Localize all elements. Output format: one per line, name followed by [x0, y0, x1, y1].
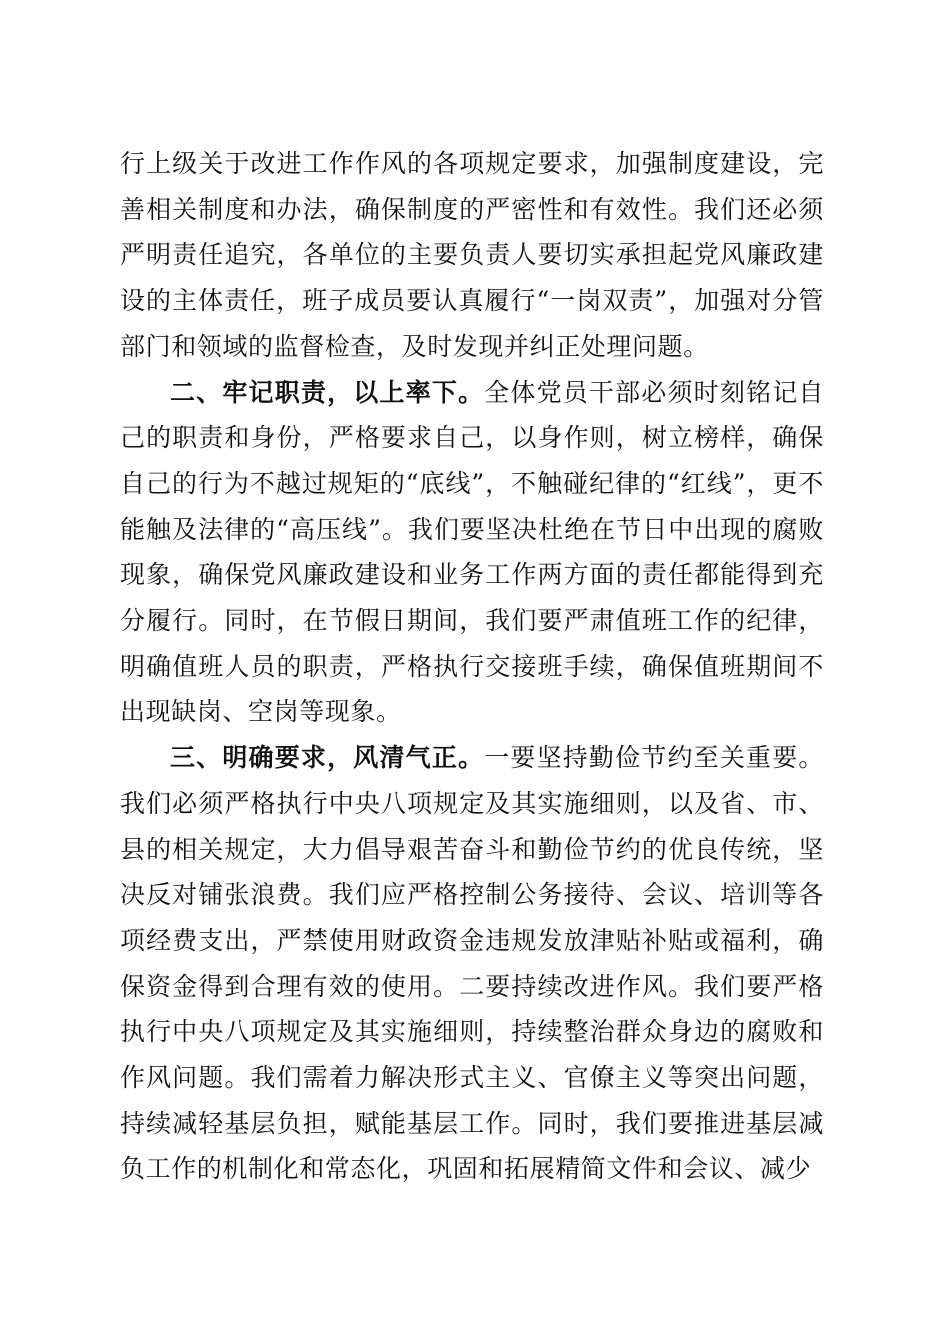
paragraph-text: 行上级关于改进工作作风的各项规定要求，加强制度建设，完善相关制度和办法，确保制度的严密性和有效性。我们还必须严明责任追究，各单位的主要负责人要切实承担起党风廉政建设的主体责任，班子成员要认真履行“一岗双责”，加强对分管部门和领域的监督检查，及时发现并纠正处理问题。: [120, 149, 824, 361]
paragraph-continuation: [120, 141, 824, 370]
paragraph-text: 全体党员干部必须时刻铭记自己的职责和身份，严格要求自己，以身作则，树立榜样，确保自己的行为不越过规矩的“底线”，不触碰纪律的“红线”，更不能触及法律的“高压线”。我们要坚决杜绝在节日中出现的腐败现象，确保党风廉政建设和业务工作两方面的责任都能得到充分履行。同时，在节假日期间，我们要严肃值班工作的纪律，明确值班人员的职责，严格执行交接班手续，确保值班期间不出现缺岗、空岗等现象。: [120, 377, 824, 727]
paragraph-text: 一要坚持勤俭节约至关重要。我们必须严格执行中央八项规定及其实施细则，以及省、市、县的相关规定，大力倡导艰苦奋斗和勤俭节约的优良传统，坚决反对铺张浪费。我们应严格控制公务接待、会议、培训等各项经费支出，严禁使用财政资金违规发放津贴补贴或福利，确保资金得到合理有效的使用。二要持续改进作风。我们要严格执行中央八项规定及其实施细则，持续整治群众身边的腐败和作风问题。我们需着力解决形式主义、官僚主义等突出问题，持续减轻基层负担，赋能基层工作。同时，我们要推进基层减负工作的机制化和常态化，巩固和拓展精简文件和会议、减少: [120, 743, 824, 1184]
paragraph-section-three: [120, 735, 824, 1192]
paragraph-section-two: [120, 370, 824, 736]
document-body: [120, 141, 824, 1192]
section-heading-three: 三、明确要求，风清气正。: [170, 743, 485, 773]
section-heading-two: 二、牢记职责，以上率下。: [170, 377, 485, 407]
